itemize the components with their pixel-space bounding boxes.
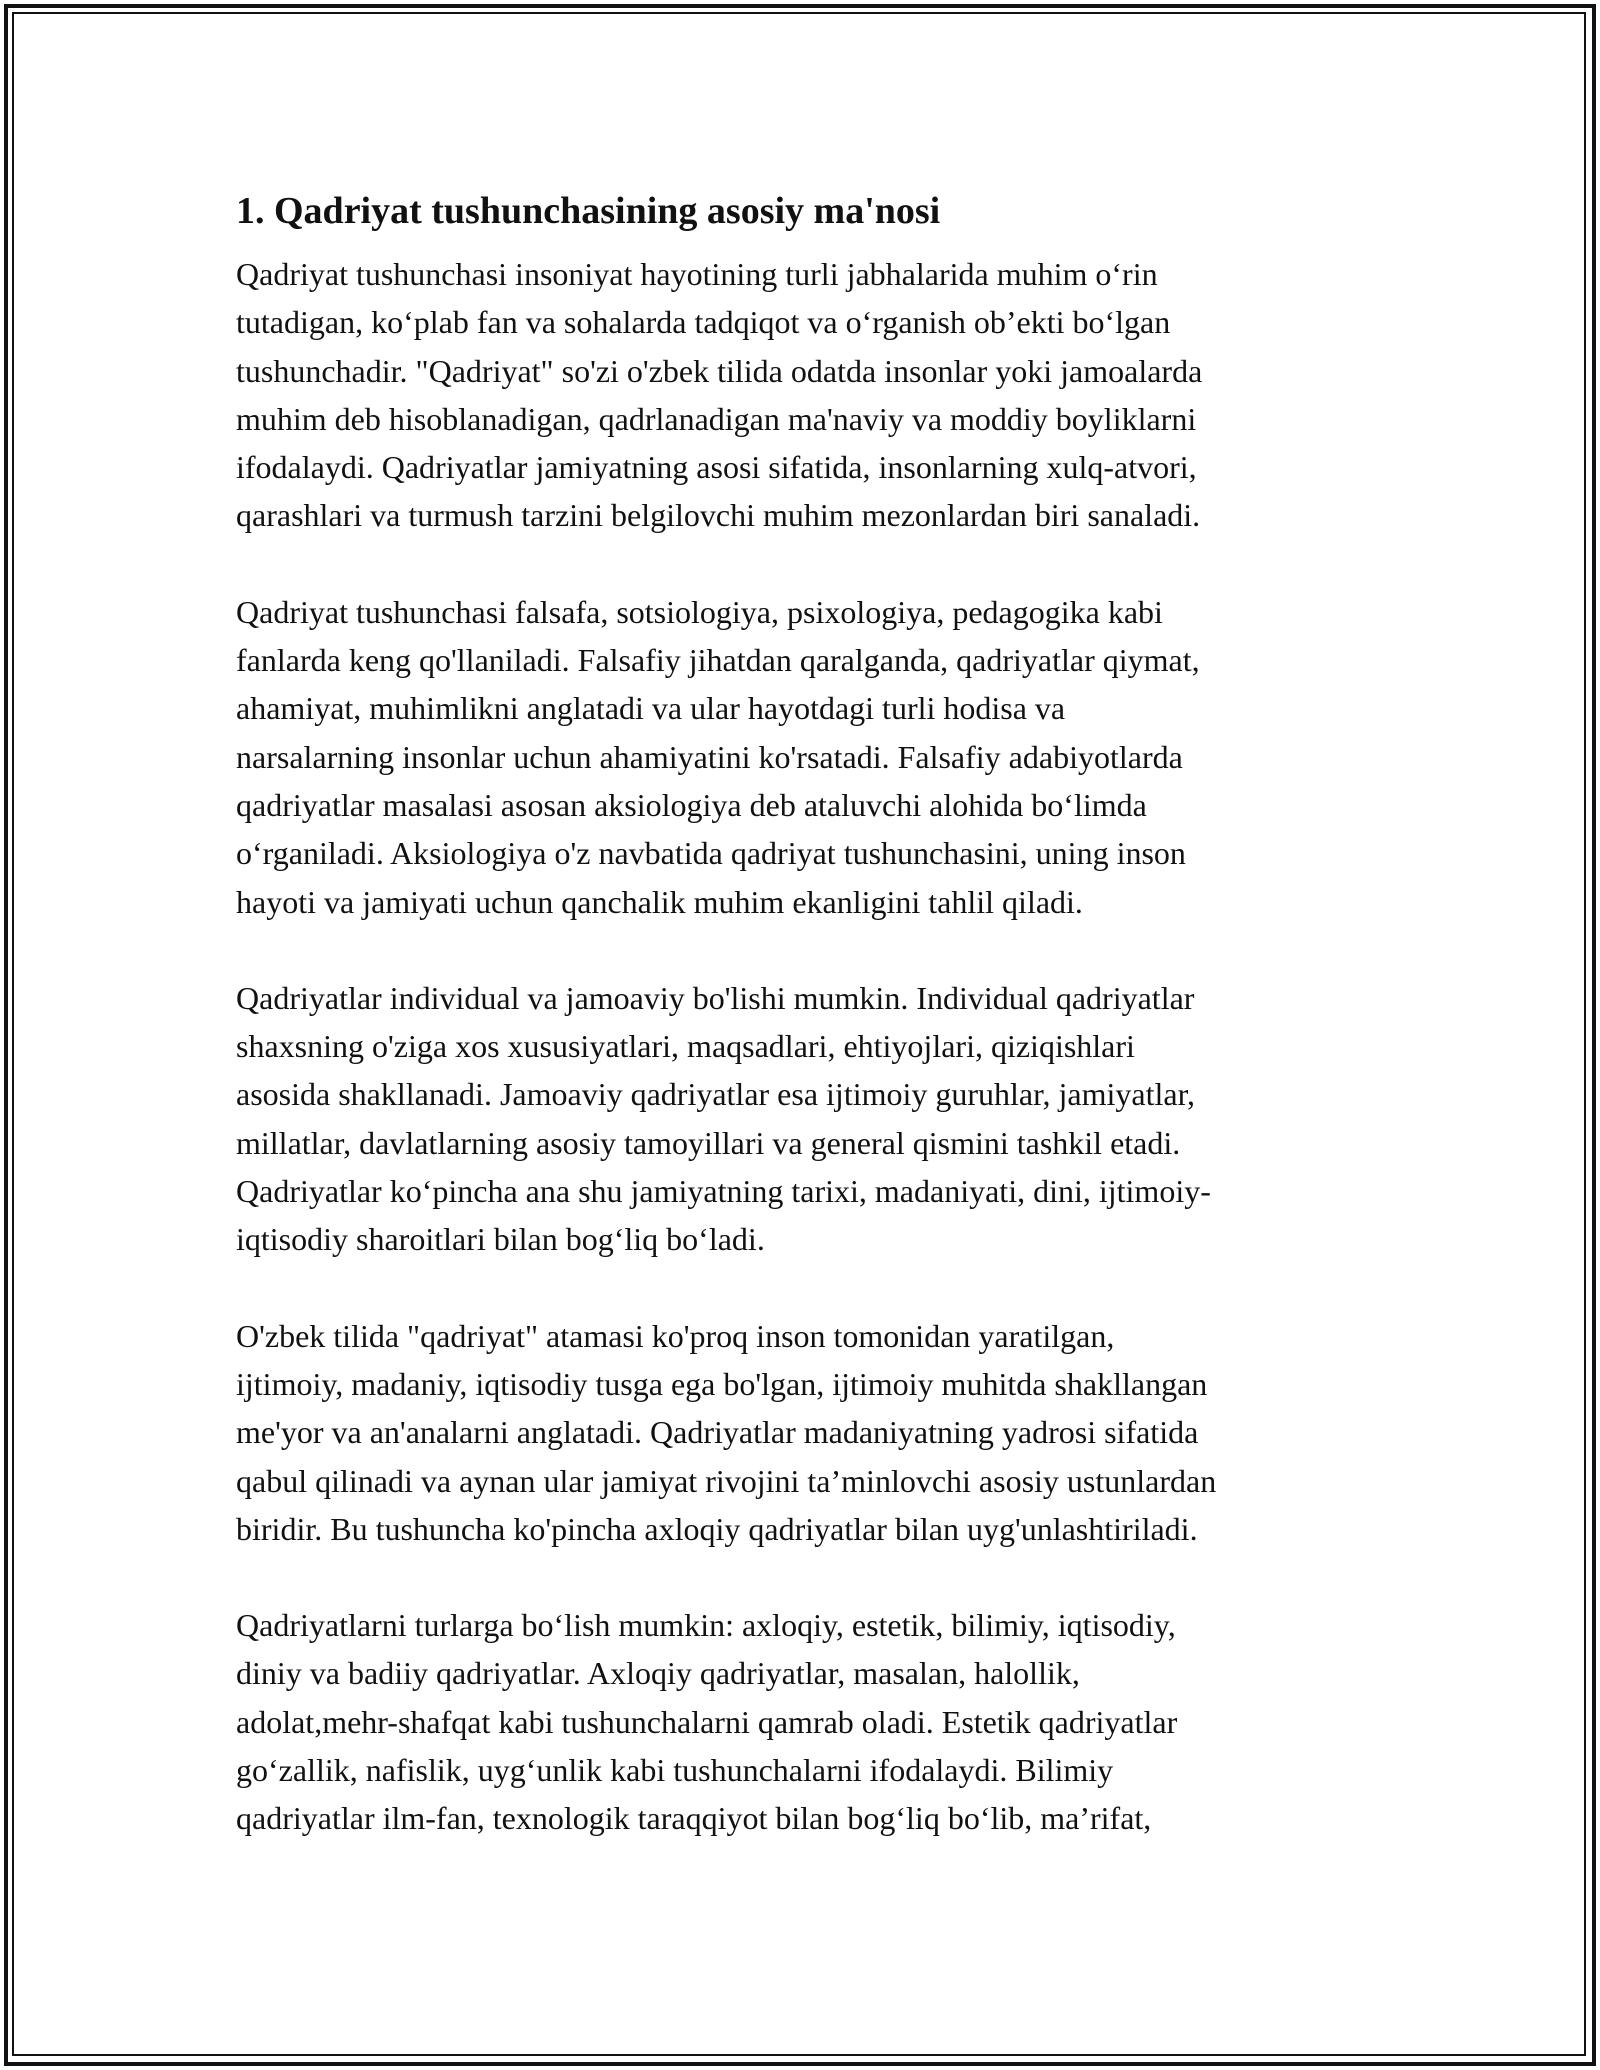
text-line: o‘rganiladi. Aksiologiya o'z navbatida qadriyat tushunchasini, uning inson (236, 835, 1186, 872)
text-line: O'zbek tilida "qadriyat" atamasi ko'proq inson tomonidan yaratilgan, (236, 1317, 1115, 1354)
text-line: Qadriyatlarni turlarga bo‘lish mumkin: axloqiy, estetik, bilimiy, iqtisodiy, (236, 1607, 1176, 1644)
text-line: me'yor va an'analarni anglatadi. Qadriyatlar madaniyatning yadrosi sifatida (236, 1414, 1199, 1451)
paragraph-2 (236, 588, 1386, 926)
text-line: ahamiyat, muhimlikni anglatadi va ular hayotdagi turli hodisa va (236, 690, 1066, 727)
text-line: fanlarda keng qo'llaniladi. Falsafiy jihatdan qaralganda, qadriyatlar qiymat, (236, 642, 1200, 679)
text-line: Qadriyat tushunchasi falsafa, sotsiologiya, psixologiya, pedagogika kabi (236, 593, 1163, 630)
document-body (236, 186, 1386, 1891)
text-line: ijtimoiy, madaniy, iqtisodiy tusga ega bo'lgan, ijtimoiy muhitda shakllangan (236, 1365, 1208, 1402)
text-line: Qadriyatlar ko‘pincha ana shu jamiyatning tarixi, madaniyati, dini, ijtimoiy- (236, 1173, 1211, 1210)
text-line: qabul qilinadi va aynan ular jamiyat rivojini ta’minlovchi asosiy ustunlardan (236, 1462, 1217, 1499)
paragraph-3 (236, 974, 1386, 1264)
text-line: tushunchadir. "Qadriyat" so'zi o'zbek tilida odatda insonlar yoki jamoalarda (236, 352, 1203, 389)
paragraph-1 (236, 250, 1386, 540)
text-line: go‘zallik, nafislik, uyg‘unlik kabi tushunchalarni ifodalaydi. Bilimiy (236, 1752, 1114, 1789)
text-line: ifodalaydi. Qadriyatlar jamiyatning asosi sifatida, insonlarning xulq-atvori, (236, 449, 1197, 486)
text-line: biridir. Bu tushuncha ko'pincha axloqiy qadriyatlar bilan uyg'unlashtiriladi. (236, 1510, 1198, 1547)
text-line: muhim deb hisoblanadigan, qadrlanadigan ma'naviy va moddiy boyliklarni (236, 400, 1197, 437)
text-line: Qadriyat tushunchasi insoniyat hayotining turli jabhalarida muhim o‘rin (236, 256, 1158, 292)
section-heading: 1. Qadriyat tushunchasining asosiy ma'nosi (236, 190, 941, 232)
text-line: hayoti va jamiyati uchun qanchalik muhim ekanligini tahlil qiladi. (236, 883, 1083, 920)
text-line: qadriyatlar masalasi asosan aksiologiya deb ataluvchi alohida bo‘limda (236, 786, 1147, 823)
text-line: diniy va badiiy qadriyatlar. Axloqiy qadriyatlar, masalan, halollik, (236, 1655, 1080, 1692)
text-line: tutadigan, ko‘plab fan va sohalarda tadqiqot va o‘rganish ob’ekti bo‘lgan (236, 304, 1171, 341)
text-line: qadriyatlar ilm-fan, texnologik taraqqiyot bilan bog‘liq bo‘lib, ma’rifat, (236, 1800, 1152, 1837)
paragraph-5 (236, 1601, 1386, 1842)
text-line: asosida shakllanadi. Jamoaviy qadriyatlar esa ijtimoiy guruhlar, jamiyatlar, (236, 1076, 1195, 1113)
paragraph-4 (236, 1312, 1386, 1553)
text-line: iqtisodiy sharoitlari bilan bog‘liq bo‘ladi. (236, 1221, 765, 1258)
text-line: qarashlari va turmush tarzini belgilovchi muhim mezonlardan biri sanaladi. (236, 497, 1201, 534)
text-line: adolat,mehr-shafqat kabi tushunchalarni qamrab oladi. Estetik qadriyatlar (236, 1703, 1178, 1740)
text-line: shaxsning o'ziga xos xususiyatlari, maqsadlari, ehtiyojlari, qiziqishlari (236, 1028, 1135, 1065)
text-line: Qadriyatlar individual va jamoaviy bo'lishi mumkin. Individual qadriyatlar (236, 979, 1195, 1016)
text-line: millatlar, davlatlarning asosiy tamoyillari va general qismini tashkil etadi. (236, 1124, 1181, 1161)
text-line: narsalarning insonlar uchun ahamiyatini ko'rsatadi. Falsafiy adabiyotlarda (236, 738, 1183, 775)
